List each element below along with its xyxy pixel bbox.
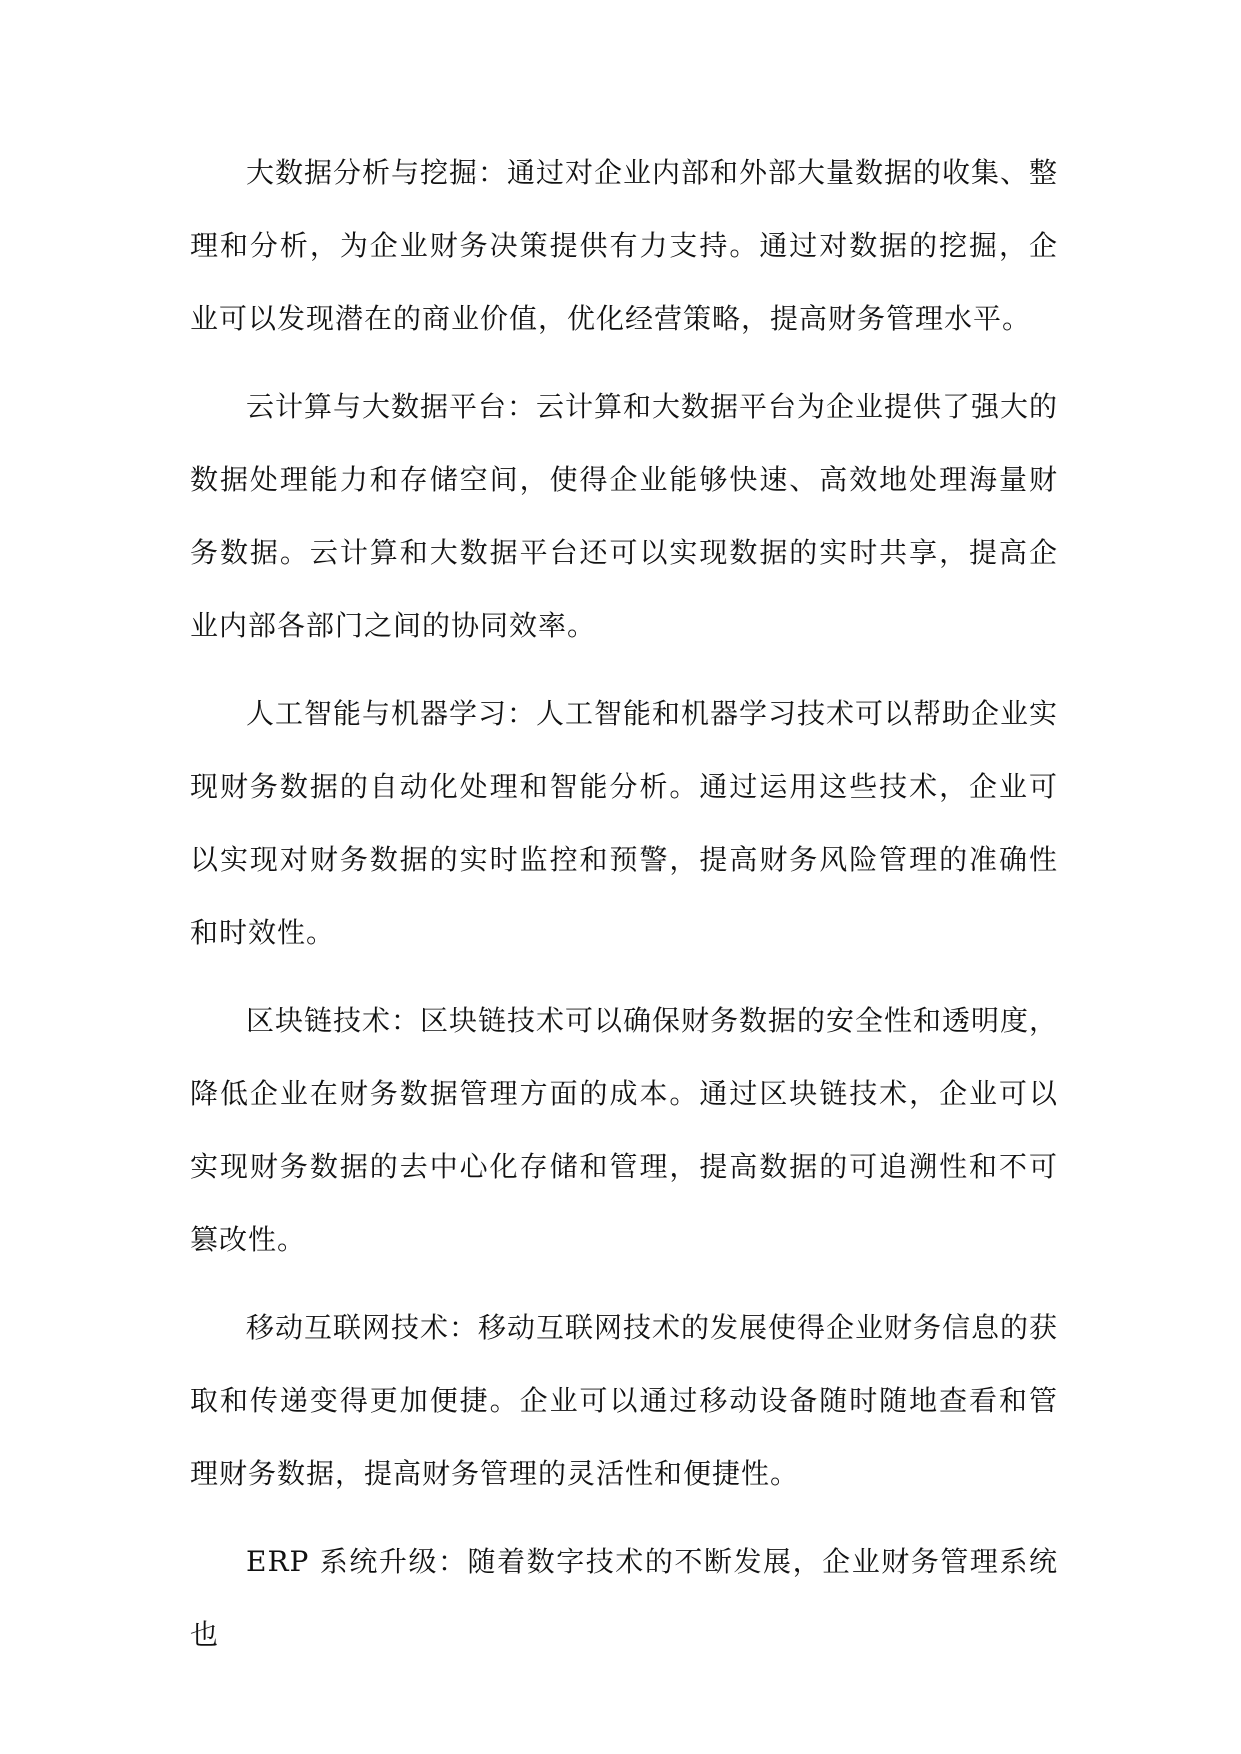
paragraph-ai-machine-learning: 人工智能与机器学习：人工智能和机器学习技术可以帮助企业实现财务数据的自动化处理和智能分析。通过运用这些技术，企业可以实现对财务数据的实时监控和预警，提高财务风险管理的准确性和时效性。 xyxy=(190,697,1059,949)
paragraph-erp-upgrade: ERP 系统升级：随着数字技术的不断发展，企业财务管理系统也 xyxy=(190,1545,1058,1651)
paragraph-cloud-computing: 云计算与大数据平台：云计算和大数据平台为企业提供了强大的数据处理能力和存储空间，使得企业能够快速、高效地处理海量财务数据。云计算和大数据平台还可以实现数据的实时共享，提高企业内部各部门之间的协同效率。 xyxy=(190,390,1059,642)
document-body xyxy=(190,136,1058,1686)
paragraph-blockchain: 区块链技术：区块链技术可以确保财务数据的安全性和透明度，降低企业在财务数据管理方面的成本。通过区块链技术，企业可以实现财务数据的去中心化存储和管理，提高数据的可追溯性和不可篡改性。 xyxy=(190,1004,1059,1256)
paragraph-mobile-internet: 移动互联网技术：移动互联网技术的发展使得企业财务信息的获取和传递变得更加便捷。企业可以通过移动设备随时随地查看和管理财务数据，提高财务管理的灵活性和便捷性。 xyxy=(190,1311,1059,1490)
paragraph-big-data-analysis: 大数据分析与挖掘：通过对企业内部和外部大量数据的收集、整理和分析，为企业财务决策提供有力支持。通过对数据的挖掘，企业可以发现潜在的商业价值，优化经营策略，提高财务管理水平。 xyxy=(190,156,1059,335)
